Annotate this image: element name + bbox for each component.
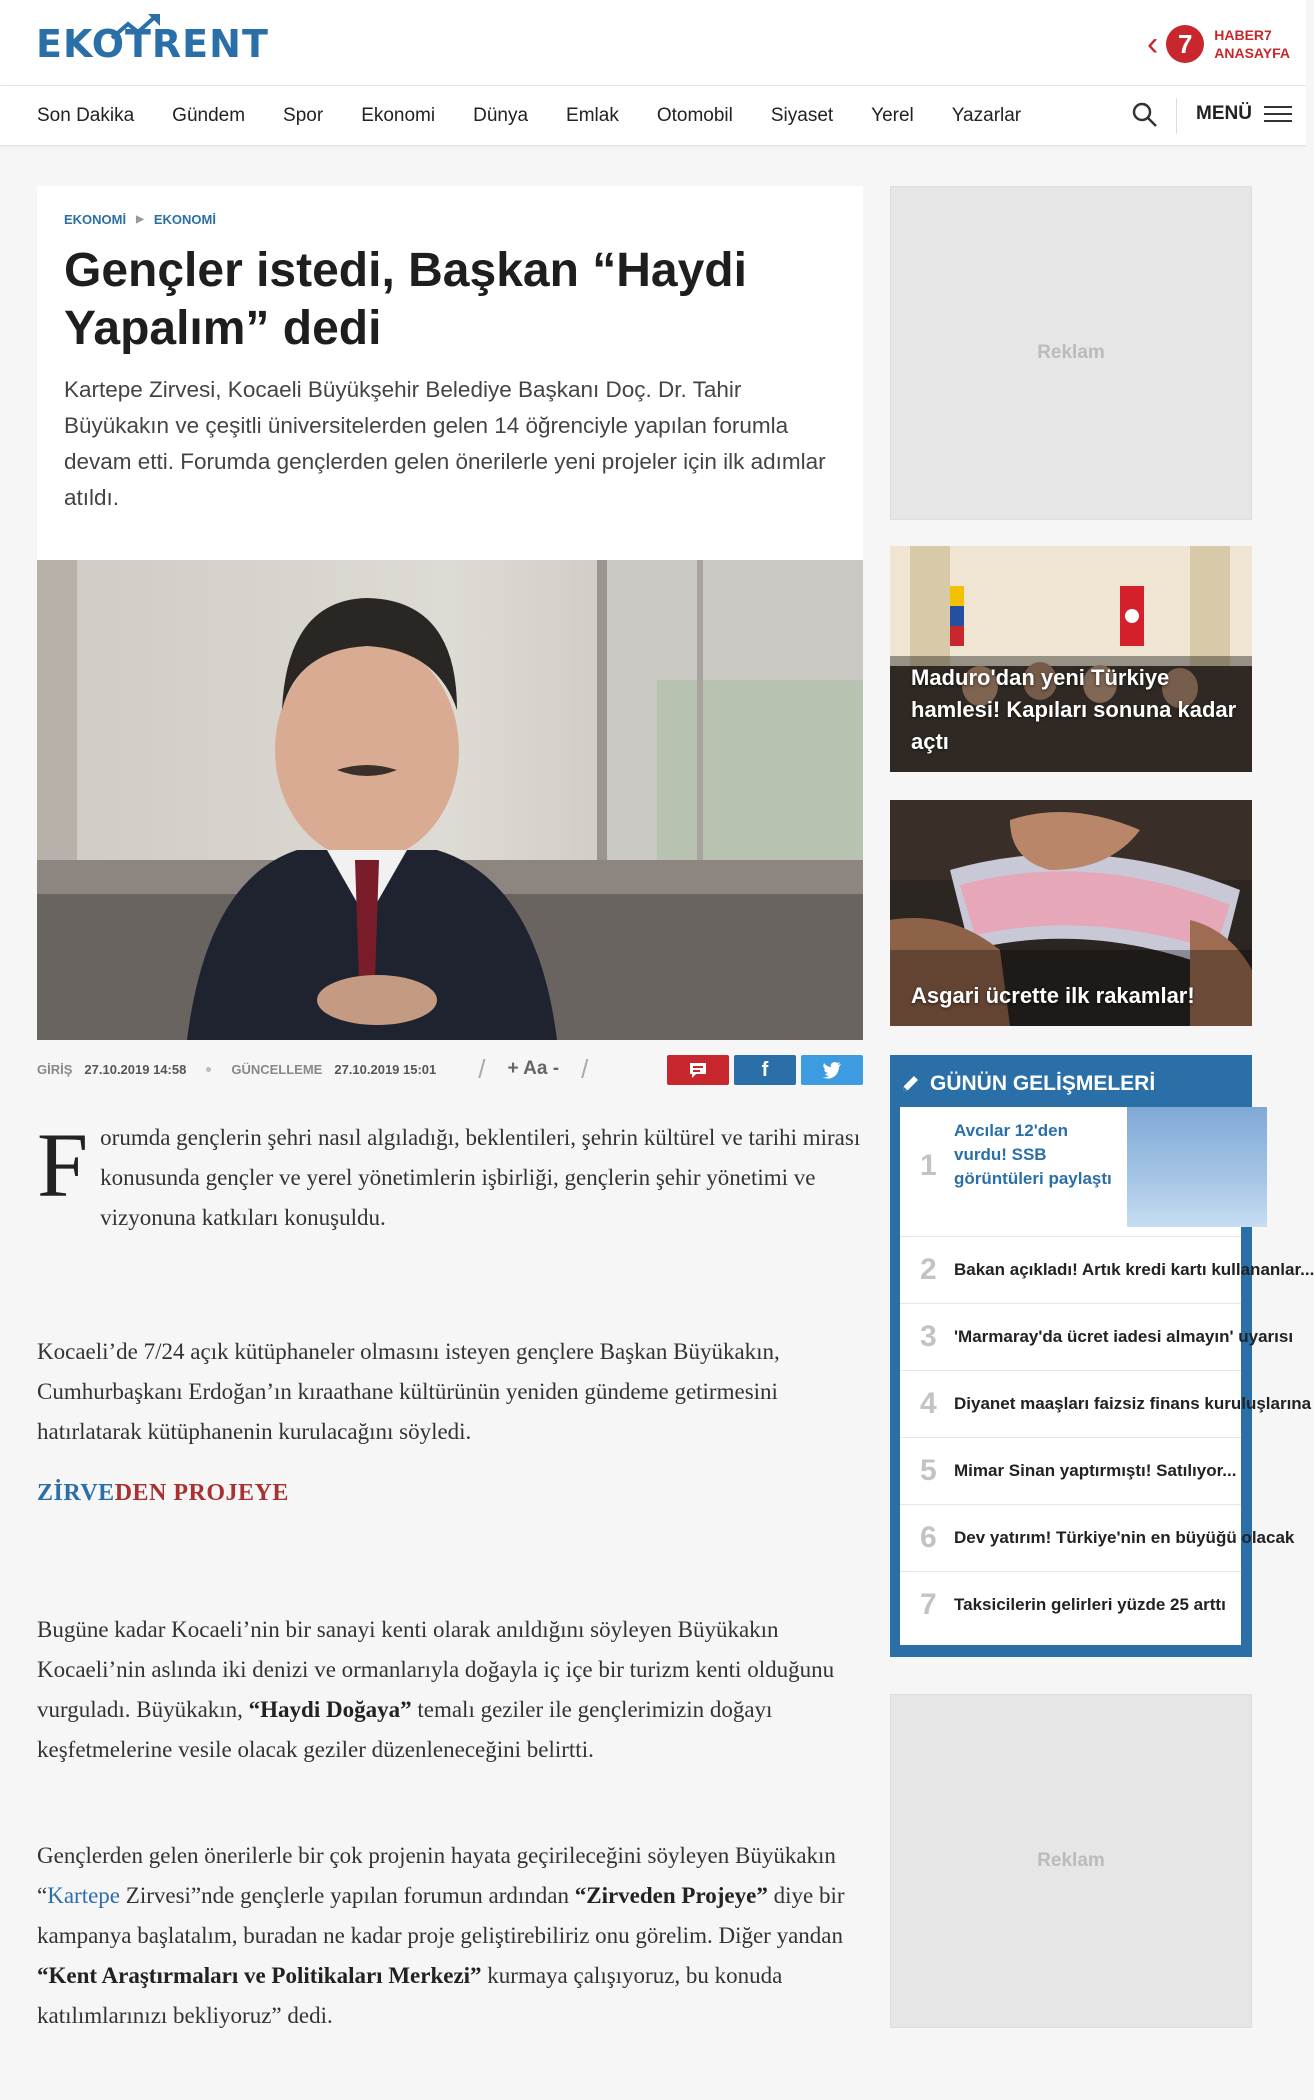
publish-date: 27.10.2019 14:58 — [84, 1061, 187, 1077]
paragraph-bold: “Kent Araştırmaları ve Politikaları Merkezi” — [37, 1963, 482, 1988]
list-item[interactable] — [900, 1505, 1295, 1572]
article-paragraph: Kocaeli’de 7/24 açık kütüphaneler olmasını isteyen gençlere Başkan Büyükakın, Cumhurbaşkanı Erdoğan’ın kıraathane kültürünün yeniden gündeme getirmesini hatırlatarak kütüphanenin kurulacağını söyledi. — [37, 1339, 780, 1444]
nav-item-son-dakika[interactable]: Son Dakika — [37, 105, 135, 126]
nav-item-gundem[interactable]: Gündem — [172, 105, 246, 126]
facebook-icon: f — [761, 1058, 769, 1081]
hamburger-icon — [1264, 105, 1292, 123]
breadcrumb — [64, 212, 216, 227]
nav-item-dunya[interactable]: Dünya — [473, 105, 529, 126]
list-item-title: 'Marmaray'da ücret iadesi almayın' uyarısı — [954, 1327, 1294, 1346]
article-paragraph — [37, 1836, 863, 2036]
advertisement-bottom[interactable] — [890, 1694, 1252, 2028]
comment-button[interactable] — [667, 1055, 729, 1085]
main-navigation — [0, 86, 1306, 146]
widget-title-text: GÜNÜN GELİŞMELERİ — [930, 1072, 1156, 1095]
article-paragraph — [37, 1114, 863, 1238]
publish-label: GİRİŞ — [37, 1061, 73, 1077]
promo-card-asgari-ucret[interactable] — [890, 800, 1252, 1026]
list-number: 4 — [920, 1387, 937, 1420]
list-item[interactable] — [900, 1107, 1241, 1237]
article-lead: Kartepe Zirvesi, Kocaeli Büyükşehir Belediye Başkanı Doç. Dr. Tahir Büyükakın ve çeşitli üniversitelerden gelen 14 öğrenciyle yapılan forumla devam etti. Forumda gençlerden gelen önerilerle yeni projeler için ilk adımlar atıldı. — [64, 377, 826, 510]
promo-caption: Asgari ücrette ilk rakamlar! — [911, 983, 1195, 1008]
updated-date: 27.10.2019 15:01 — [334, 1061, 437, 1077]
list-item[interactable] — [900, 1304, 1294, 1371]
list-item[interactable] — [900, 1371, 1312, 1438]
list-item[interactable] — [900, 1572, 1241, 1639]
chevron-left-icon: ‹ — [1146, 25, 1159, 63]
pencil-icon — [900, 1074, 920, 1094]
article-meta — [37, 1052, 863, 1086]
list-item-title: Avcılar 12'den vurdu! SSB görüntüleri paylaştı — [954, 1121, 1112, 1188]
haber7-home-link[interactable] — [1147, 24, 1290, 64]
paragraph-text: kurmaya çalışıyoruz, bu konuda katılımlarınızı bekliyoruz” dedi. — [37, 1963, 783, 2028]
article-hero-image — [37, 560, 863, 1040]
headline-list — [900, 1107, 1314, 1645]
subheading-part: DEN PROJEYE — [114, 1480, 289, 1506]
section-subheading — [37, 1480, 289, 1507]
kartepe-link[interactable]: Kartepe — [47, 1883, 121, 1908]
breadcrumb-item[interactable]: EKONOMİ — [153, 212, 216, 227]
advertisement-top[interactable] — [890, 186, 1252, 520]
facebook-share-button[interactable] — [734, 1055, 796, 1085]
list-item-thumbnail — [1127, 1107, 1267, 1227]
paragraph-text: Bugüne kadar Kocaeli’nin bir sanayi kenti olarak anıldığını söyleyen Büyükakın Kocaeli’nin aslında iki denizi ve ormanlarıyla doğayla iç içe bir turizm kenti olduğunu vurguladı. Büyükakın, — [37, 1617, 835, 1722]
site-header — [0, 0, 1306, 86]
trend-arrow-icon — [108, 12, 162, 42]
promo-card-maduro[interactable] — [890, 546, 1252, 772]
list-number: 6 — [920, 1521, 937, 1554]
list-item[interactable] — [900, 1237, 1314, 1304]
nav-item-spor[interactable]: Spor — [283, 105, 324, 126]
ekotrent-logo[interactable]: EKOTRENT — [36, 22, 269, 66]
list-item-title: Bakan açıkladı! Artık kredi kartı kullananlar... — [954, 1260, 1314, 1279]
comment-icon — [688, 1061, 708, 1079]
gunun-gelismeleri-widget — [890, 1055, 1314, 1657]
paragraph-text: temalı geziler ile gençlerimizin doğayı keşfetmelerine vesile olacak geziler düzenleneceğini belirtti. — [37, 1697, 773, 1762]
ad-label: Reklam — [1037, 1850, 1105, 1871]
nav-item-otomobil[interactable]: Otomobil — [656, 105, 733, 126]
article-title: Gençler istedi, Başkan “Haydi Yapalım” dedi — [64, 244, 747, 355]
paragraph-text: diye bir kampanya başlatalım, buradan ne kadar proje geliştirebiliriz onu görelim. Diğer yandan — [37, 1883, 845, 1948]
menu-label: MENÜ — [1196, 103, 1252, 124]
list-number: 5 — [920, 1454, 937, 1487]
updated-label: GÜNCELLEME — [231, 1061, 323, 1077]
list-number: 1 — [920, 1149, 937, 1182]
list-number: 7 — [920, 1588, 937, 1621]
paragraph-text: orumda gençlerin şehri nasıl algıladığı, beklentileri, şehrin kültürel ve tarihi mirası konusunda gençler ve yerel yönetimlerin işbirliği, gençlerin şehir yönetimi ve vizyonuna katkıları konuşuldu. — [100, 1125, 861, 1230]
meta-divider: / — [478, 1053, 486, 1084]
list-item-title: Taksicilerin gelirleri yüzde 25 arttı — [954, 1595, 1226, 1614]
ad-label: Reklam — [1037, 342, 1105, 363]
paragraph-text: Gençlerden gelen önerilerle bir çok projenin hayata geçirileceğini söyleyen Büyükakın “ — [37, 1843, 836, 1908]
breadcrumb-separator-icon: ▶ — [136, 214, 144, 225]
haber7-label: HABER7 ANASAYFA — [1214, 27, 1290, 61]
search-icon[interactable] — [1132, 102, 1158, 128]
meta-dot — [206, 1067, 211, 1072]
drop-cap: F — [37, 1114, 89, 1216]
paragraph-bold: “Haydi Doğaya” — [248, 1697, 412, 1722]
font-size-control[interactable]: + Aa - — [507, 1058, 560, 1079]
menu-button[interactable] — [1196, 103, 1292, 125]
nav-divider — [1176, 98, 1177, 134]
article-paragraph — [37, 1610, 863, 1770]
article-header — [37, 186, 863, 560]
paragraph-text: Zirvesi”nde gençlerle yapılan forumun ardından — [120, 1883, 575, 1908]
list-item-title: Diyanet maaşları faizsiz finans kuruluşlarına — [954, 1394, 1312, 1413]
twitter-icon — [822, 1062, 842, 1078]
breadcrumb-item[interactable]: EKONOMİ — [64, 212, 127, 227]
list-number: 2 — [920, 1253, 937, 1286]
twitter-share-button[interactable] — [801, 1055, 863, 1085]
nav-item-ekonomi[interactable]: Ekonomi — [361, 105, 436, 126]
meta-divider: / — [581, 1053, 589, 1084]
subheading-part: ZİRVE — [37, 1480, 115, 1506]
nav-item-yerel[interactable]: Yerel — [871, 105, 914, 126]
promo-caption: Maduro'dan yeni Türkiye hamlesi! Kapıları sonuna kadar açtı — [911, 665, 1237, 754]
haber7-logo-icon: 7 — [1166, 25, 1204, 63]
nav-item-yazarlar[interactable]: Yazarlar — [951, 105, 1022, 126]
list-number: 3 — [920, 1320, 937, 1353]
nav-item-siyaset[interactable]: Siyaset — [770, 105, 834, 126]
widget-title — [900, 1069, 1155, 1099]
list-item[interactable] — [900, 1438, 1241, 1505]
list-item-title: Dev yatırım! Türkiye'nin en büyüğü olacak — [954, 1528, 1295, 1547]
paragraph-bold: “Zirveden Projeye” — [574, 1883, 768, 1908]
share-buttons — [662, 1055, 863, 1085]
nav-item-emlak[interactable]: Emlak — [566, 105, 619, 126]
list-item-title: Mimar Sinan yaptırmıştı! Satılıyor... — [954, 1461, 1237, 1480]
